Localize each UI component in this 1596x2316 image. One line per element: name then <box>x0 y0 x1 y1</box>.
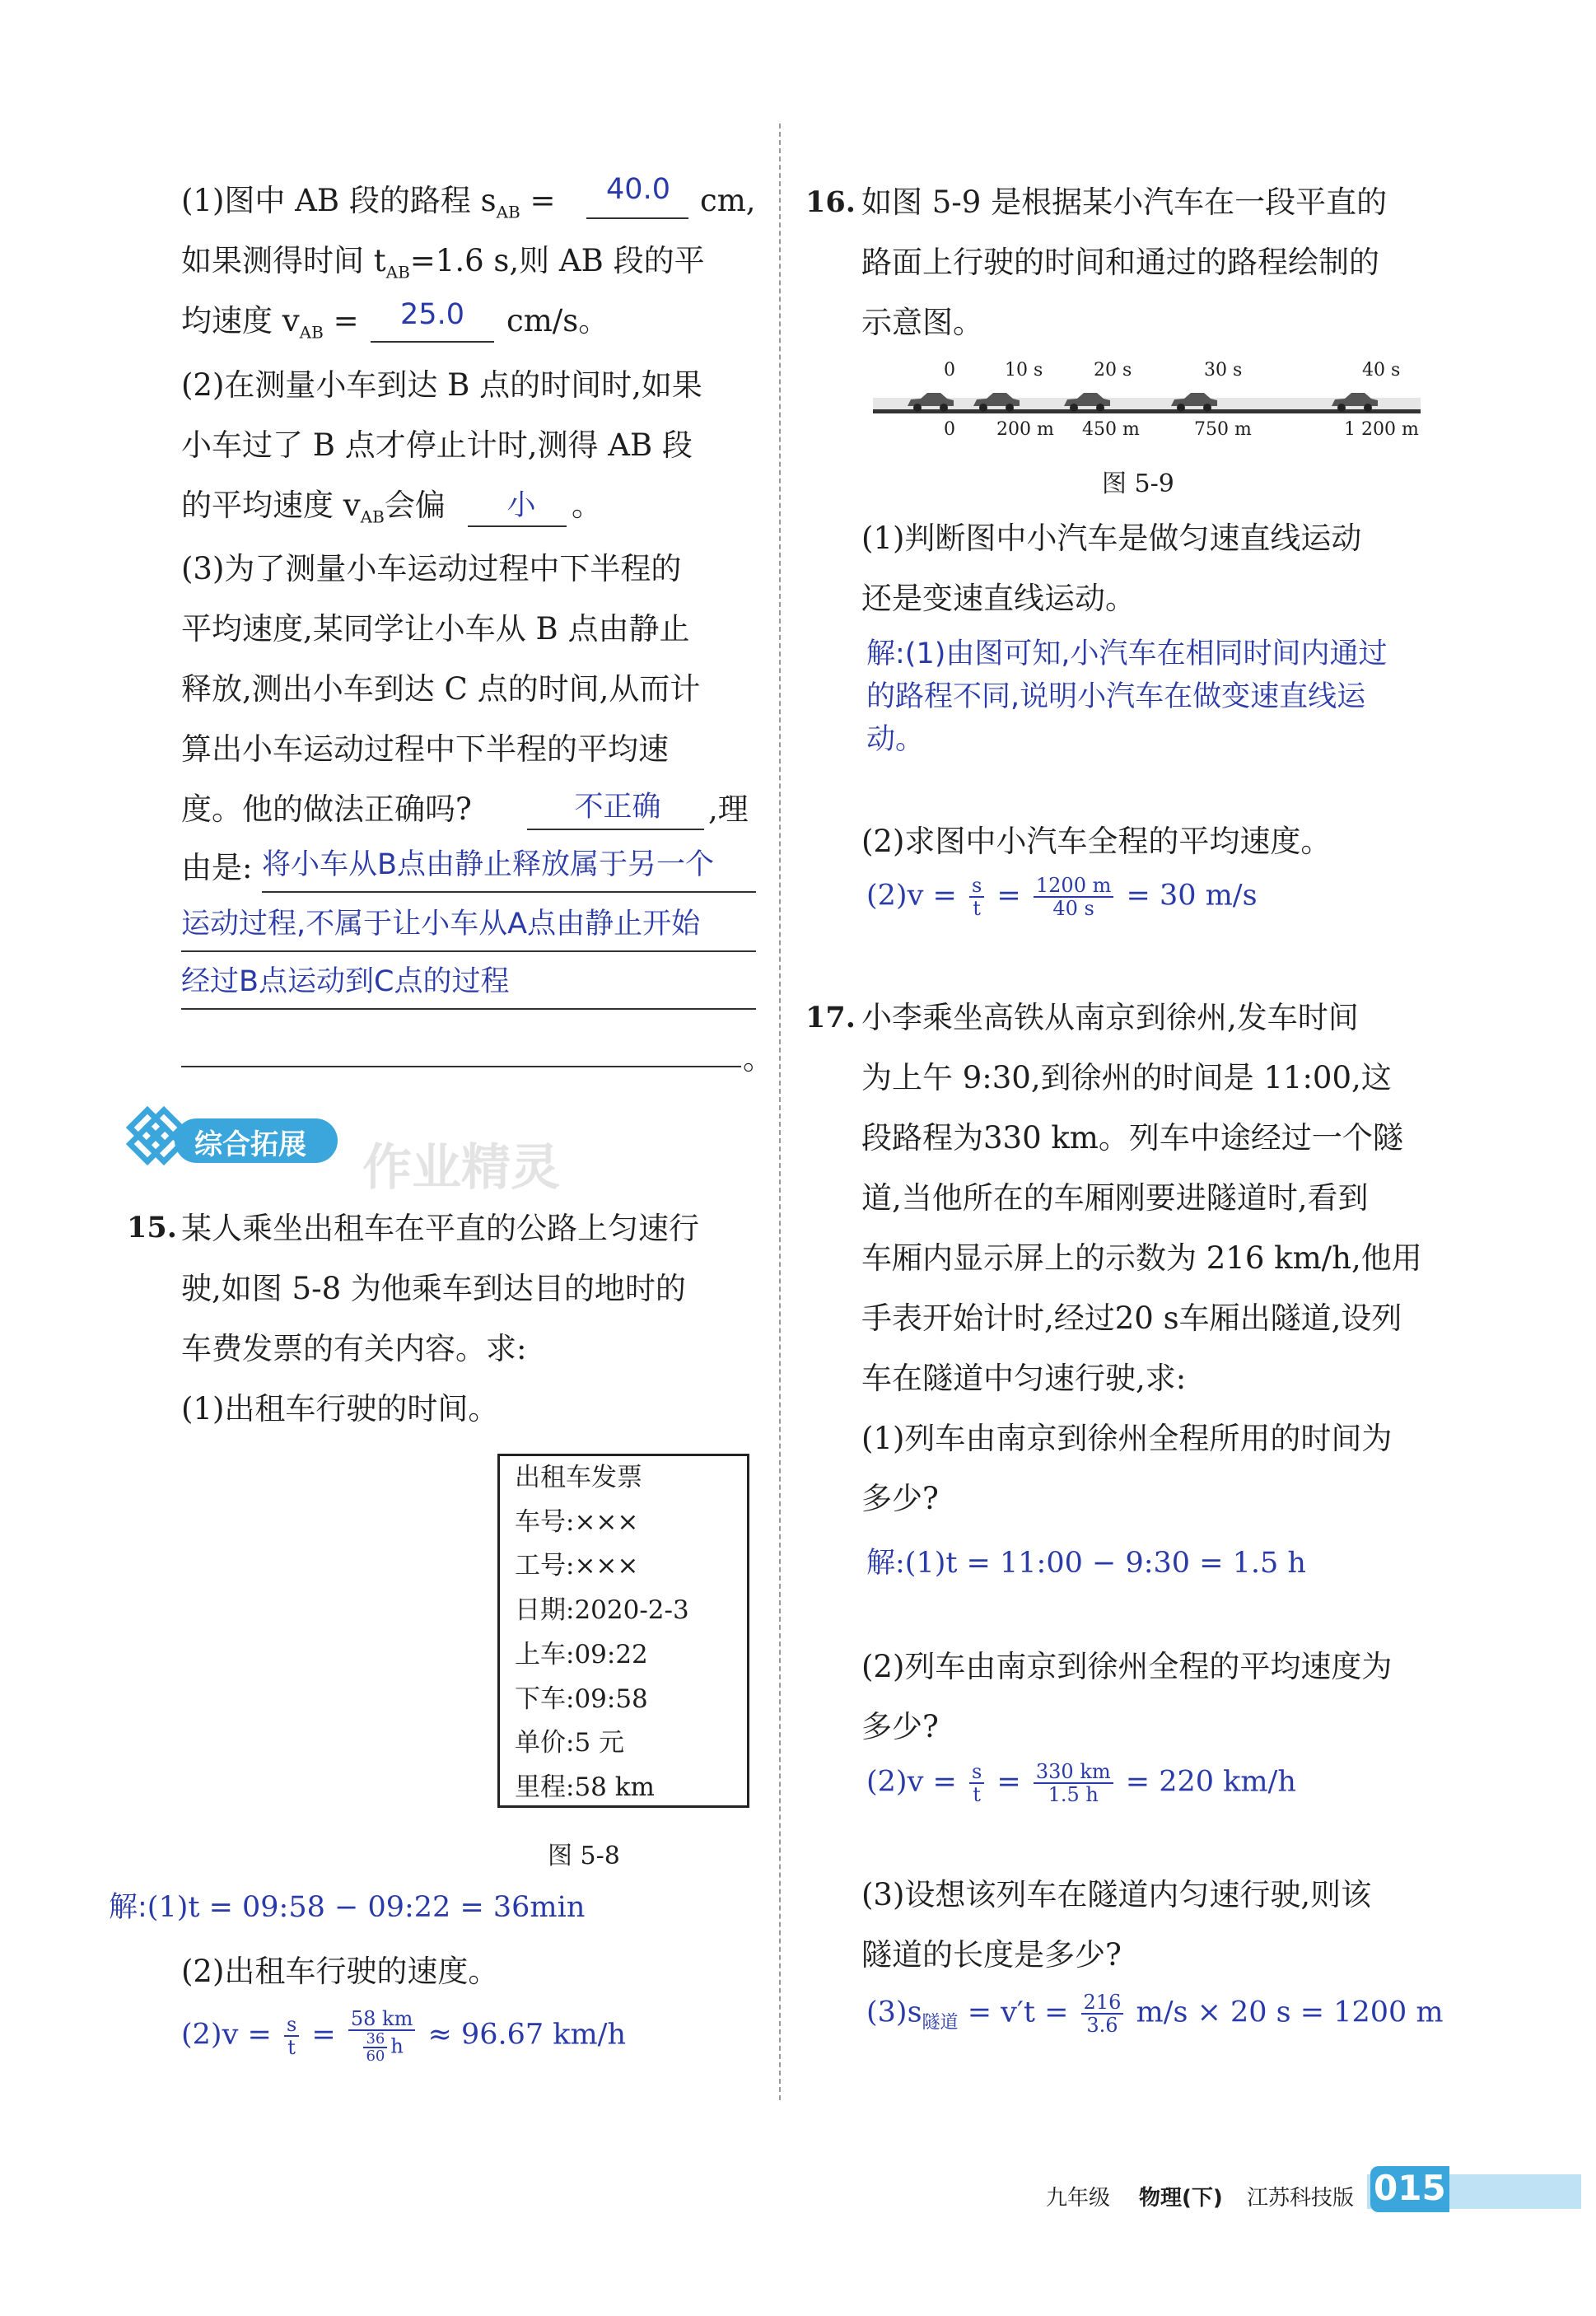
receipt-line: 上车:09:22 <box>515 1639 648 1669</box>
footer-grade: 九年级 <box>1046 2186 1111 2211</box>
q14-p3-line2: 平均速度,某同学让小车从 B 点由静止 <box>181 611 690 647</box>
q14-p3-line6: 由是: <box>181 850 253 885</box>
q17-sub2-line1: (2)列车由南京到徐州全程的平均速度为 <box>861 1649 1393 1684</box>
footer-edition: 江苏科技版 <box>1247 2186 1355 2211</box>
q15-sub1: (1)出租车行驶的时间。 <box>181 1391 499 1426</box>
q17-answer-1: 解:(1)t = 11:00 − 9:30 = 1.5 h <box>866 1547 1306 1580</box>
blank-line <box>181 1064 741 1067</box>
receipt-line: 单价:5 元 <box>515 1728 625 1758</box>
q15-line1: 某人乘坐出租车在平直的公路上匀速行 <box>181 1211 699 1246</box>
q16-ans1-line2: 的路程不同,说明小汽车在做变速直线运 <box>866 680 1366 713</box>
q14-p2-end: 。 <box>572 488 602 523</box>
q14-end-mark: 。 <box>743 1041 773 1076</box>
q14-reason-line1: 将小车从B点由静止释放属于另一个 <box>262 848 715 881</box>
q15-answer-2: (2)v = $\frac{s}{t}$ = 58 km $\frac{36}{60}$ h ≈ 96.67 km/h <box>181 2007 627 2065</box>
q14-reason-line2: 运动过程,不属于让小车从A点由静止开始 <box>181 908 701 941</box>
q15-sub2: (2)出租车行驶的速度。 <box>181 1954 499 1989</box>
q17-line1: 小李乘坐高铁从南京到徐州,发车时间 <box>861 1000 1359 1035</box>
q14-p3-line5: 度。他的做法正确吗? <box>181 791 472 827</box>
q14-p3-line1: (3)为了测量小车运动过程中下半程的 <box>181 551 682 586</box>
blank-line <box>586 216 688 219</box>
q17-line4: 道,当他所在的车厢刚要进隧道时,看到 <box>861 1180 1369 1216</box>
q14-ans-bias: 小 <box>506 489 536 522</box>
q16-line3: 示意图。 <box>861 305 983 340</box>
time-label: 0 <box>944 360 955 381</box>
q17-number: 17. <box>805 1001 856 1034</box>
figure-caption-5-9: 图 5-9 <box>1102 469 1174 498</box>
q17-sub1-line2: 多少? <box>861 1481 939 1516</box>
car-icon <box>906 390 955 413</box>
q17-answer-3: $(3)s_{隧道} = v't$ = $\frac{216}{3.6}$ m/s × 20 s = 1200 m <box>866 1991 1444 2037</box>
column-divider <box>779 124 781 2100</box>
distance-label: 1 200 m <box>1344 419 1419 440</box>
watermark: 作业精灵 <box>362 1139 560 1197</box>
q14-p2-line1: (2)在测量小车到达 B 点的时间时,如果 <box>181 367 702 403</box>
figure-caption-5-8: 图 5-8 <box>548 1842 620 1870</box>
q14-p2-line2: 小车过了 B 点才停止计时,测得 AB 段 <box>181 427 693 463</box>
q14-p2-line3: 的平均速度 $v_{AB}$会偏 <box>181 488 446 527</box>
q16-ans1-line3: 动。 <box>866 723 925 756</box>
q15-line3: 车费发票的有关内容。求: <box>181 1331 527 1366</box>
q14-ans-correct: 不正确 <box>574 791 661 824</box>
car-icon <box>1330 390 1379 413</box>
q17-line5: 车厢内显示屏上的示数为 216 km/h,他用 <box>861 1240 1422 1276</box>
car-icon <box>972 390 1021 413</box>
q17-sub2-line2: 多少? <box>861 1709 939 1744</box>
q14-p3-line5-end: ,理 <box>708 791 749 827</box>
car-icon <box>1062 390 1112 413</box>
q14-unit-cms: cm/s。 <box>506 303 609 339</box>
q14-p1-line1: (1)图中 AB 段的路程 $s_{AB}$ = <box>181 183 556 222</box>
q16-sub2: (2)求图中小汽车全程的平均速度。 <box>861 824 1332 859</box>
q14-p1-line2: 如果测得时间 $t_{AB}=1.6$ s,则 AB 段的平 <box>181 243 705 282</box>
q15-answer-1: 解:(1)t = 09:58 − 09:22 = 36min <box>109 1891 586 1924</box>
q17-line2: 为上午 9:30,到徐州的时间是 11:00,这 <box>861 1060 1392 1095</box>
time-label: 40 s <box>1362 360 1401 381</box>
taxi-receipt <box>497 1454 749 1808</box>
q14-reason-line3: 经过B点运动到C点的过程 <box>181 965 510 998</box>
q14-unit-cm: cm, <box>700 183 756 218</box>
q17-sub1-line1: (1)列车由南京到徐州全程所用的时间为 <box>861 1421 1393 1456</box>
q17-line7: 车在隧道中匀速行驶,求: <box>861 1361 1187 1396</box>
time-label: 30 s <box>1204 360 1243 381</box>
blank-line <box>468 524 567 527</box>
q16-answer-2: (2)v = $\frac{s}{t}$ = $\frac{1200 m}{40 s}$ = 30 m/s <box>866 874 1258 920</box>
blank-line <box>181 949 756 952</box>
q16-ans1-line1: 解:(1)由图可知,小汽车在相同时间内通过 <box>866 637 1388 670</box>
car-icon <box>1169 390 1219 413</box>
q15-number: 15. <box>127 1211 177 1244</box>
receipt-line: 车号:××× <box>515 1506 639 1537</box>
distance-label: 450 m <box>1082 419 1140 440</box>
distance-label: 0 <box>944 419 955 440</box>
q17-line6: 手表开始计时,经过20 s车厢出隧道,设列 <box>861 1300 1402 1336</box>
q14-p3-line4: 算出小车运动过程中下半程的平均速 <box>181 731 669 767</box>
time-label: 20 s <box>1094 360 1132 381</box>
time-label: 10 s <box>1005 360 1043 381</box>
q14-ans-vab: 25.0 <box>400 298 464 331</box>
q14-ans-sab: 40.0 <box>606 173 670 206</box>
car-motion-figure <box>873 358 1433 449</box>
blank-line <box>527 827 704 830</box>
receipt-line: 出租车发票 <box>515 1463 642 1492</box>
q17-answer-2: (2)v = $\frac{s}{t}$ = $\frac{330 km}{1.5 h}$ = 220 km/h <box>866 1760 1296 1806</box>
receipt-line: 下车:09:58 <box>515 1683 648 1714</box>
q16-line1: 如图 5-9 是根据某小汽车在一段平直的 <box>861 184 1388 220</box>
section-title: 综合拓展 <box>194 1128 306 1161</box>
q16-line2: 路面上行驶的时间和通过的路程绘制的 <box>861 245 1379 280</box>
blank-line <box>371 339 494 343</box>
q17-sub3-line1: (3)设想该列车在隧道内匀速行驶,则该 <box>861 1877 1372 1912</box>
q16-sub1-line2: 还是变速直线运动。 <box>861 581 1136 616</box>
q15-line2: 驶,如图 5-8 为他乘车到达目的地时的 <box>181 1271 686 1306</box>
q17-line3: 段路程为330 km。列车中途经过一个隧 <box>861 1120 1403 1156</box>
q16-sub1-line1: (1)判断图中小汽车是做匀速直线运动 <box>861 521 1362 556</box>
q14-p3-line3: 释放,测出小车到达 C 点的时间,从而计 <box>181 671 701 707</box>
q17-sub3-line2: 隧道的长度是多少? <box>861 1937 1122 1973</box>
receipt-line: 日期:2020-2-3 <box>515 1595 689 1626</box>
distance-label: 200 m <box>996 419 1054 440</box>
receipt-line: 里程:58 km <box>515 1772 655 1802</box>
blank-line <box>181 1006 756 1010</box>
page-number: 015 <box>1374 2168 1446 2208</box>
footer-subject: 物理(下) <box>1139 2186 1223 2211</box>
receipt-line: 工号:××× <box>515 1551 639 1581</box>
q14-p1-line3: 均速度 $v_{AB}$ = <box>181 303 359 343</box>
distance-label: 750 m <box>1194 419 1252 440</box>
section-banner <box>124 1112 339 1170</box>
q16-number: 16. <box>805 185 856 219</box>
blank-line <box>262 890 756 893</box>
